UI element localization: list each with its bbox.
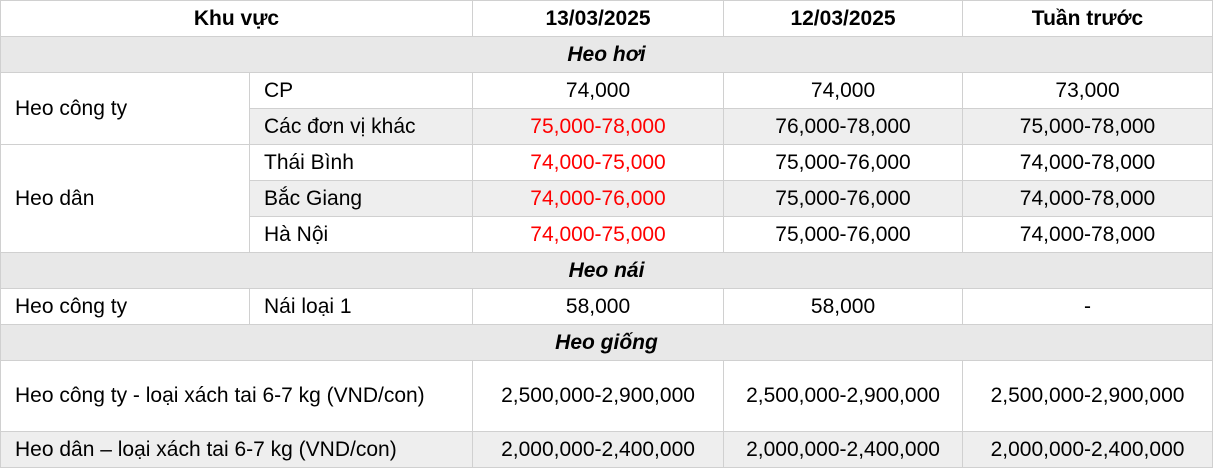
table-row [1, 361, 1213, 432]
price-date-2: 75,000-76,000 [724, 145, 963, 181]
price-last-week: 75,000-78,000 [963, 109, 1213, 145]
table-row [1, 73, 1213, 109]
row-label: CP [250, 73, 473, 109]
price-date-2: 74,000 [724, 73, 963, 109]
section-title-live-pigs: Heo hơi [1, 37, 1213, 73]
price-date-2: 75,000-76,000 [724, 217, 963, 253]
section-row [1, 37, 1213, 73]
group-label-company: Heo công ty [1, 73, 250, 145]
price-date-1: 74,000 [473, 73, 724, 109]
row-label: Các đơn vị khác [250, 109, 473, 145]
group-label-company: Heo công ty [1, 289, 250, 325]
price-last-week: 2,500,000-2,900,000 [963, 361, 1213, 432]
price-last-week: 2,000,000-2,400,000 [963, 432, 1213, 468]
price-date-1: 75,000-78,000 [473, 109, 724, 145]
header-date-1: 13/03/2025 [473, 1, 724, 37]
price-date-2: 58,000 [724, 289, 963, 325]
header-date-2: 12/03/2025 [724, 1, 963, 37]
header-row [1, 1, 1213, 37]
row-label: Bắc Giang [250, 181, 473, 217]
table-row [1, 145, 1213, 181]
price-last-week: 74,000-78,000 [963, 181, 1213, 217]
table-row [1, 289, 1213, 325]
section-row [1, 325, 1213, 361]
price-last-week: - [963, 289, 1213, 325]
section-row [1, 253, 1213, 289]
price-date-1: 2,000,000-2,400,000 [473, 432, 724, 468]
section-title-breeding: Heo giống [1, 325, 1213, 361]
row-label: Hà Nội [250, 217, 473, 253]
price-date-1: 58,000 [473, 289, 724, 325]
group-label-household: Heo dân [1, 145, 250, 253]
header-region: Khu vực [1, 1, 473, 37]
row-label: Heo dân – loại xách tai 6-7 kg (VND/con) [1, 432, 473, 468]
row-label: Heo công ty - loại xách tai 6-7 kg (VND/con) [1, 361, 473, 432]
price-last-week: 74,000-78,000 [963, 217, 1213, 253]
price-last-week: 73,000 [963, 73, 1213, 109]
price-date-1: 2,500,000-2,900,000 [473, 361, 724, 432]
table-row [1, 432, 1213, 468]
price-date-1: 74,000-75,000 [473, 217, 724, 253]
price-date-2: 76,000-78,000 [724, 109, 963, 145]
header-last-week: Tuần trước [963, 1, 1213, 37]
price-date-1: 74,000-76,000 [473, 181, 724, 217]
row-label: Nái loại 1 [250, 289, 473, 325]
price-date-2: 2,500,000-2,900,000 [724, 361, 963, 432]
section-title-sows: Heo nái [1, 253, 1213, 289]
row-label: Thái Bình [250, 145, 473, 181]
price-date-2: 2,000,000-2,400,000 [724, 432, 963, 468]
price-last-week: 74,000-78,000 [963, 145, 1213, 181]
price-date-1: 74,000-75,000 [473, 145, 724, 181]
price-date-2: 75,000-76,000 [724, 181, 963, 217]
